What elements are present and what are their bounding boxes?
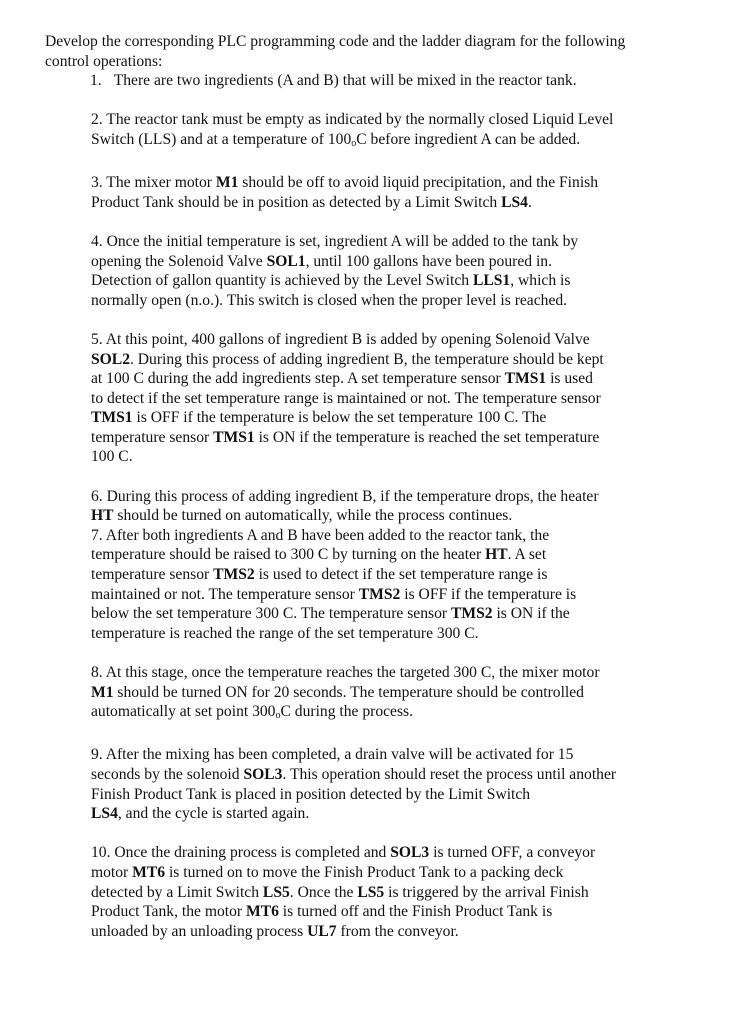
item-line: M1 should be turned ON for 20 seconds. The temperature should be controlled	[91, 683, 584, 701]
operations-list	[91, 71, 705, 941]
item-line: Product Tank should be in position as detected by a Limit Switch LS4.	[91, 193, 532, 211]
item-line: TMS1 is OFF if the temperature is below the set temperature 100 C. The	[91, 409, 547, 427]
intro-paragraph	[45, 32, 705, 71]
item-line: 5. At this point, 400 gallons of ingredient B is added by opening Solenoid Valve	[91, 330, 590, 348]
list-item-8	[91, 663, 705, 726]
item-line: detected by a Limit Switch LS5. Once the LS5 is triggered by the arrival Finish	[91, 883, 589, 901]
item-line: HT should be turned on automatically, while the process continues.	[91, 507, 513, 525]
list-item-9	[91, 745, 705, 823]
item-line: to detect if the set temperature range is maintained or not. The temperature sensor	[91, 389, 601, 407]
item-line: 7. After both ingredients A and B have been added to the reactor tank, the	[91, 526, 550, 544]
list-item-7	[91, 526, 705, 644]
item-line: 4. Once the initial temperature is set, ingredient A will be added to the tank by	[91, 232, 579, 250]
list-item-4	[91, 232, 705, 310]
list-item-6	[91, 487, 705, 526]
item-line: 8. At this stage, once the temperature reaches the targeted 300 C, the mixer motor	[91, 664, 600, 681]
item-line: opening the Solenoid Valve SOL1, until 100 gallons have been poured in.	[91, 252, 552, 270]
list-item-3	[91, 173, 705, 212]
item-line: 9. After the mixing has been completed, a drain valve will be activated for 15	[91, 746, 574, 764]
item-line: temperature should be raised to 300 C by turning on the heater HT. A set	[91, 546, 547, 564]
item-line: 100 C.	[91, 448, 133, 466]
item-line: 2. The reactor tank must be empty as indicated by the normally closed Liquid Level	[91, 111, 614, 129]
item-line: 10. Once the draining process is completed and SOL3 is turned OFF, a conveyor	[91, 844, 596, 862]
list-item-10	[91, 843, 705, 941]
item-line: unloaded by an unloading process UL7 from the conveyor.	[91, 922, 459, 940]
item-line: 3. The mixer motor M1 should be off to avoid liquid precipitation, and the Finish	[91, 174, 599, 192]
intro-line: Develop the corresponding PLC programming code and the ladder diagram for the following	[45, 33, 626, 50]
item-line: maintained or not. The temperature sensor TMS2 is OFF if the temperature is	[91, 585, 577, 603]
item-line: Finish Product Tank is placed in position detected by the Limit Switch	[91, 785, 531, 803]
item-line: 6. During this process of adding ingredient B, if the temperature drops, the heater	[91, 487, 599, 505]
intro-line: control operations:	[45, 52, 163, 70]
list-item-2	[91, 110, 705, 153]
item-line: temperature sensor TMS1 is ON if the temperature is reached the set temperature	[91, 428, 600, 446]
item-line: LS4, and the cycle is started again.	[91, 805, 310, 823]
item-line: SOL2. During this process of adding ingredient B, the temperature should be kept	[91, 350, 604, 368]
item-line: temperature is reached the range of the set temperature 300 C.	[91, 624, 479, 642]
document-body	[45, 32, 705, 941]
item-line: automatically at set point $300_oC$ during the process.	[91, 703, 414, 722]
item-line: at 100 C during the add ingredients step. A set temperature sensor TMS1 is used	[91, 370, 593, 388]
item-text: There are two ingredients (A and B) that will be mixed in the reactor tank.	[113, 72, 577, 90]
item-line: temperature sensor TMS2 is used to detect if the set temperature range is	[91, 566, 548, 584]
list-item-5	[91, 330, 705, 467]
item-line: Detection of gallon quantity is achieved by the Level Switch LLS1, which is	[91, 272, 571, 290]
item-line: Product Tank, the motor MT6 is turned off and the Finish Product Tank is	[91, 903, 553, 921]
item-number: 1.	[90, 72, 102, 90]
item-line: seconds by the solenoid SOL3. This operation should reset the process until another	[91, 765, 617, 783]
item-line: Switch (LLS) and at a temperature of $100_oC$ before ingredient A can be added.	[91, 130, 581, 149]
item-line: normally open (n.o.). This switch is closed when the proper level is reached.	[91, 291, 568, 309]
item-line: motor MT6 is turned on to move the Finish Product Tank to a packing deck	[91, 863, 564, 881]
list-item-1	[91, 71, 705, 91]
item-line: below the set temperature 300 C. The temperature sensor TMS2 is ON if the	[91, 605, 570, 623]
